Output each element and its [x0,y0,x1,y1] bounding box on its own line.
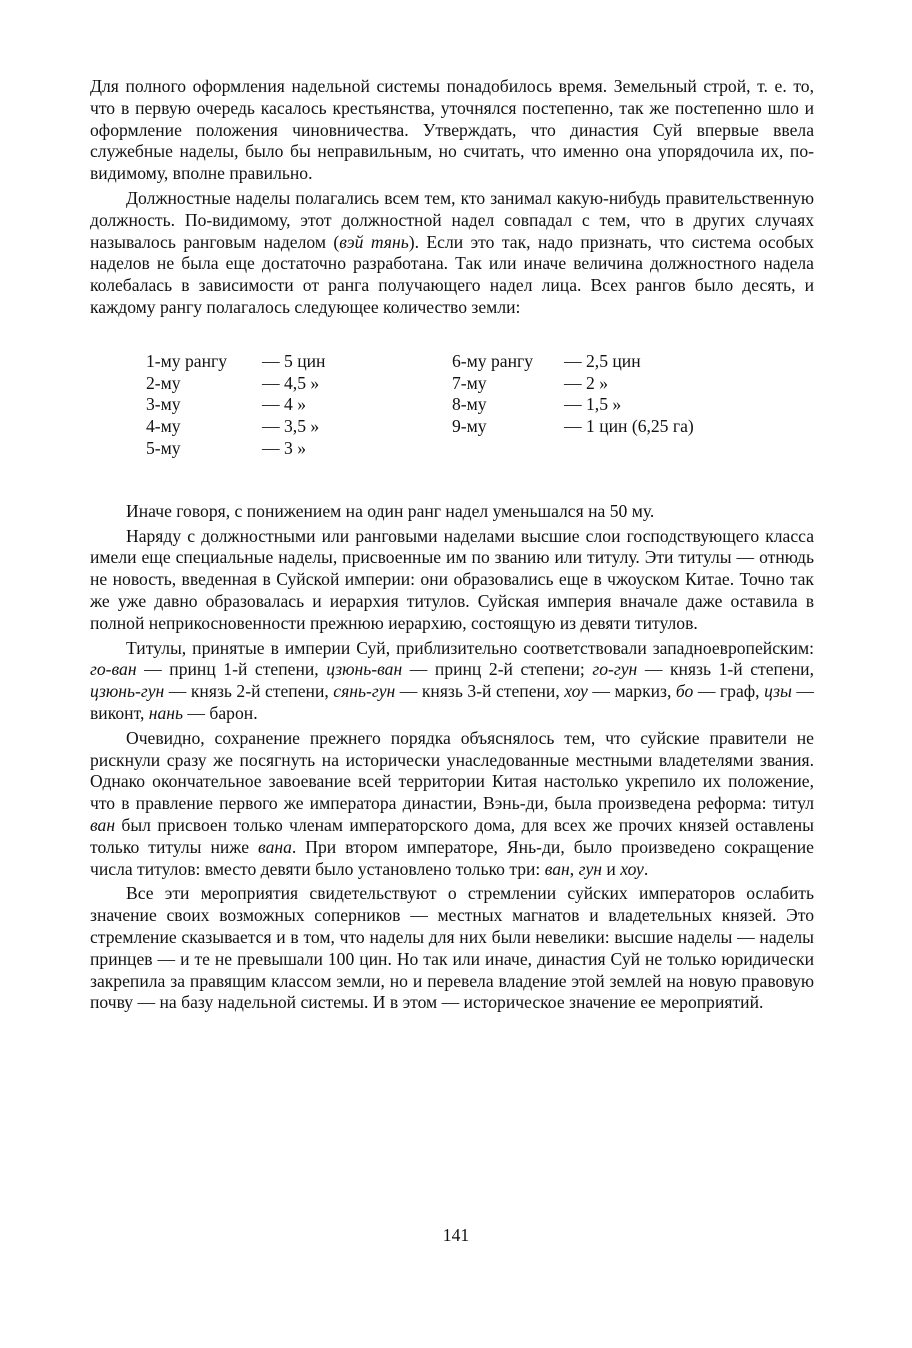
rank-value: — 1,5 » [564,394,622,415]
rank-label: 3-му [146,394,181,415]
paragraph-5-text: — князь 1-й степени, [637,659,814,680]
paragraph-6 [90,728,814,881]
term-vei-tian: вэй тянь [339,231,409,252]
paragraph-5-text: — князь 2-й степени, [164,681,334,702]
rank-value: — 5 цин [262,350,326,371]
title-term: цзюнь-гун [90,681,165,702]
title-term: вана [258,836,292,857]
rank-label: 8-му [452,394,487,415]
paragraph-1: Для полного оформления надельной системы понадобилось время. Земельный строй, т. е. то, что в первую очередь касалось крестьянства, уточнялся постепенно, так же постепенно шло и оформление положения чиновничества. Утверждать, что династия Суй впервые ввела служебные наделы, было бы неправильным, но считать, что именно она упорядочила их, по-видимому, вполне правильно. [90,76,814,184]
title-term: цзы [764,681,792,702]
paragraph-5-text: — принц 2-й степени; [402,659,593,680]
paragraph-4: Наряду с должностными или ранговыми наделами высшие слои господствующего класса имели еще специальные наделы, присвоенные им по званию или титулу. Эти титулы — отнюдь не новость, введенная в Суйской империи: они образовались еще в чжоуском Китае. Точно так же уже давно образовалась и иерархия титулов. Суйская империя вначале даже оставила в полной неприкосновенности прежнюю иерархию, состоящую из девяти титулов. [90,525,814,633]
paragraph-6-text: и [601,858,621,879]
title-term: го-ван [90,659,137,680]
rank-value: — 3 » [262,437,306,458]
rank-label: 1-му рангу [146,350,228,371]
rank-label: 6-му рангу [452,350,534,371]
paragraph-6-text: , [569,858,579,879]
paragraph-5-text: — виконт, [90,681,814,723]
title-term: хоу [564,681,588,702]
rank-value: — 4 » [262,394,306,415]
title-term: ван [90,814,116,835]
paragraph-5-text: — барон. [183,702,258,723]
rank-label: 4-му [146,416,181,437]
title-term: сянь-гун [333,681,396,702]
rank-land-table [90,351,814,459]
rank-label: 9-му [452,416,487,437]
paragraph-3: Иначе говоря, с понижением на один ранг надел уменьшался на 50 му. [126,500,655,521]
title-term: хоу [620,858,644,879]
paragraph-7: Все эти мероприятия свидетельствуют о стремлении суйских императоров ослабить значение своих возможных соперников — местных магнатов и владетельных князей. Это стремление сказывается и в том, что наделы для них были невелики: высшие наделы — наделы принцев — и те не превышали 100 цин. Но так или иначе, династия Суй не только юридически закрепила за правящим классом земли, но и перевела владение этой землей на новую правовую почву — на базу надельной системы. И в этом — историческое значение ее мероприятий. [90,883,814,1013]
page-number: 141 [442,1225,470,1245]
title-term: го-гун [592,659,638,680]
title-term: гун [578,858,602,879]
paragraph-6-text: . [643,858,649,879]
rank-value: — 1 цин (6,25 га) [564,416,694,437]
paragraph-5-text: — граф, [693,681,765,702]
rank-label: 7-му [452,372,487,393]
title-term: ван [544,858,570,879]
paragraph-2-text-b: ). Если это так, надо признать, что система особых наделов не была еще достаточно разработана. Так или иначе величина должностного надела колебалась в зависимости от ранга получающего надел лица. Всех рангов было десять, и каждому рангу полагалось следующее количество земли: [90,231,814,317]
page-body [90,76,814,1014]
paragraph-5-text: — князь 3-й степени, [395,681,565,702]
paragraph-2 [90,188,814,319]
rank-value: — 2,5 цин [564,350,641,371]
title-term: нань [148,702,184,723]
rank-value: — 2 » [564,372,608,393]
paragraph-5-text: — маркиз, [587,681,676,702]
rank-value: — 3,5 » [262,416,320,437]
paragraph-5-text: — принц 1-й степени, [136,659,327,680]
title-term: цзюнь-ван [326,659,403,680]
paragraph-5 [90,638,814,725]
paragraph-2-text-a: Должностные наделы полагались всем тем, кто занимал какую-нибудь правительственную должность. По-видимому, этот должностной надел совпадал с тем, что в других случаях называлось ранговым наделом ( [90,187,814,252]
title-term: бо [675,681,694,702]
rank-label: 2-му [146,372,181,393]
paragraph-6-text: . При втором императоре, Янь-ди, было произведено сокращение числа титулов: вместо девяти было установлено только три: [90,836,814,879]
paragraph-6-text: был присвоен только членам императорского дома, для всех же прочих князей оставлены только титулы ниже [90,814,814,857]
paragraph-5-text: Титулы, принятые в империи Суй, приблизительно соответствовали западноевропейским: [126,637,814,658]
paragraph-6-text: Очевидно, сохранение прежнего порядка объяснялось тем, что суйские правители не рискнули сразу же посягнуть на исторически унаследованные местными владетелями звания. Однако окончательное завоевание всей территории Китая настолько укрепило их положение, что в правление первого же императора династии, Вэнь-ди, была произведена реформа: титул [90,727,814,814]
rank-value: — 4,5 » [262,372,320,393]
rank-label: 5-му [146,437,181,458]
